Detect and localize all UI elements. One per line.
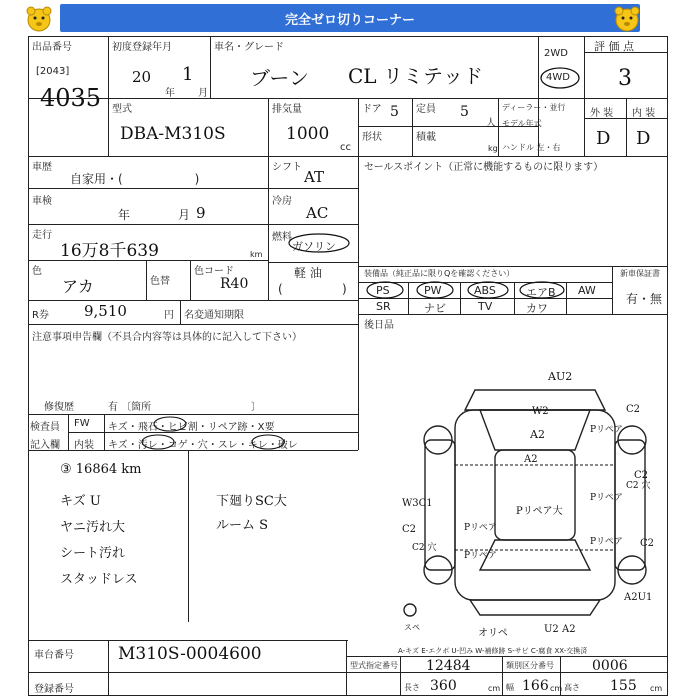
interior-value: D xyxy=(636,128,651,149)
equip-ps: PS xyxy=(376,284,390,297)
mark-c2-hole-l: C2 穴 xyxy=(412,543,437,553)
handnote-7: ルーム S xyxy=(216,518,269,533)
inspector-label-2: 記入欄 xyxy=(30,440,60,451)
lot-label: 出品番号 xyxy=(32,42,72,53)
registration-label: 登録番号 xyxy=(34,684,74,695)
mark-c2-r: C2 xyxy=(634,470,649,481)
capacity-unit: 人 xyxy=(486,118,496,129)
height-label: 高さ xyxy=(564,683,580,692)
displacement-unit: cc xyxy=(340,142,351,153)
name-change-label: 名変通知期限 xyxy=(184,310,244,321)
interior-label: 内 装 xyxy=(632,108,656,119)
header-title: 完全ゼロ切りコーナー xyxy=(284,12,415,28)
reg-month: 1 xyxy=(182,64,194,85)
dealer-label: ディーラー・並行 xyxy=(502,103,566,112)
car-label: 車名・グレード xyxy=(214,42,284,53)
handnote-4: シート汚れ xyxy=(60,546,126,561)
fuel-bracket-left: ( xyxy=(278,282,283,296)
inspection-year: 年 xyxy=(118,208,131,222)
height-value: 155 xyxy=(610,678,637,694)
model-value: DBA-M310S xyxy=(120,124,226,144)
capacity-label: 定員 xyxy=(416,104,436,115)
mark-prep-big: Pリペア大 xyxy=(516,506,563,517)
notes-label: 注意事項申告欄（不具合内容等は具体的に記入して下さい） xyxy=(32,332,302,343)
mark-spare: スペ xyxy=(404,623,420,632)
car-grade: CL リミテッド xyxy=(348,64,483,88)
doors-value: 5 xyxy=(390,104,399,120)
length-unit: cm xyxy=(488,684,501,693)
inspector-row2-head: 内装 xyxy=(74,440,94,451)
bear-logo-right-icon xyxy=(612,4,642,34)
type-designation-label: 型式指定番号 xyxy=(350,661,398,670)
handnote-1: ③ 16864 km xyxy=(60,462,142,477)
mileage-value: 16万8千639 xyxy=(60,241,159,261)
model-label: 型式 xyxy=(112,104,132,115)
mark-a2-top: A2 xyxy=(530,428,545,441)
after-label: 後日品 xyxy=(364,320,394,331)
equip-leather: カワ xyxy=(526,302,548,315)
reg-label: 初度登録年月 xyxy=(112,42,172,53)
drive-4wd: 4WD xyxy=(546,72,570,83)
handnote-2: キズ U xyxy=(60,494,101,509)
mark-prep-2: Pリペア xyxy=(590,493,623,503)
history-value: 自家用・( ) xyxy=(70,172,200,186)
color-value: アカ xyxy=(62,277,94,296)
width-value: 166 xyxy=(522,678,549,694)
recycle-label: R券 xyxy=(32,310,49,321)
shape-label: 形状 xyxy=(362,132,382,143)
mark-u2a2: U2 A2 xyxy=(544,624,576,635)
mark-c2-tr: C2 xyxy=(626,404,641,415)
fuel-diesel: 軽 油 xyxy=(294,266,322,280)
class-value: 0006 xyxy=(592,658,628,674)
displacement-label: 排気量 xyxy=(272,104,302,115)
shift-label: シフト xyxy=(272,162,302,173)
color-label: 色 xyxy=(32,266,42,277)
mark-prep-1: Pリペア xyxy=(590,425,623,435)
new-warranty-value: 有・無 xyxy=(626,292,663,306)
equip-aw: AW xyxy=(578,284,596,297)
score-label: 評 価 点 xyxy=(594,40,634,53)
color-code: R40 xyxy=(220,276,249,292)
equipment-label: 装備品（純正品に限りQを確認ください） xyxy=(364,269,515,278)
mileage-label: 走行 xyxy=(32,230,52,241)
shift-value: AT xyxy=(304,168,325,186)
color-code-label: 色コード xyxy=(194,266,234,277)
fuel-label: 燃料 xyxy=(272,232,292,243)
width-unit: cm xyxy=(550,684,563,693)
score-value: 3 xyxy=(618,66,632,91)
type-designation-value: 12484 xyxy=(426,658,471,674)
equip-airbag: エアB xyxy=(526,286,556,299)
car-name: ブーン xyxy=(250,66,309,90)
equip-navi: ナビ xyxy=(424,302,446,315)
inspector-row2: キズ・汚レ・コゲ・穴・スレ・キレ・破レ xyxy=(108,440,298,451)
mark-c2-l: C2 xyxy=(402,524,417,535)
drive-2wd: 2WD xyxy=(544,48,568,59)
capacity-value: 5 xyxy=(460,104,469,120)
aircon-value: AC xyxy=(306,204,329,222)
length-value: 360 xyxy=(430,678,457,694)
reg-year: 20 xyxy=(132,68,152,86)
mark-a2-mid: A2 xyxy=(524,454,538,465)
equip-pw: PW xyxy=(424,284,442,297)
damage-legend: A-キズ E-エクボ U-凹み W-補修跡 S-サビ C-腐食 XX-交換済 xyxy=(398,647,588,655)
doors-label: ドア xyxy=(362,104,382,115)
displacement-value: 1000 xyxy=(286,124,330,144)
mark-w2: W2 xyxy=(532,406,549,417)
handnote-6: 下廻りSC大 xyxy=(216,494,287,509)
length-label: 長さ xyxy=(404,683,420,692)
sales-point-label: セールスポイント（正常に機能するものに限ります） xyxy=(364,162,604,173)
inspector-label-1: 検査員 xyxy=(30,422,60,433)
mileage-unit: km xyxy=(250,250,263,259)
color-change-label: 色替 xyxy=(150,276,170,287)
history-label: 車歴 xyxy=(32,162,52,173)
equip-abs: ABS xyxy=(474,284,496,297)
mark-c2-br: C2 xyxy=(640,538,655,549)
repair-value: 有 〔箇所 〕 xyxy=(108,402,262,413)
handnote-5: スタッドレス xyxy=(60,572,138,587)
fuel-bracket-right: ) xyxy=(342,282,347,296)
handle-label: ハンドル 左・右 xyxy=(502,143,561,152)
class-label: 類別区分番号 xyxy=(506,661,554,670)
mark-a2u1: A2U1 xyxy=(624,592,653,603)
mark-prep-l2: Pリペア xyxy=(464,551,497,561)
inspection-day: 9 xyxy=(196,204,206,222)
recycle-unit: 円 xyxy=(164,310,174,321)
model-year-label: モデル年式 xyxy=(502,119,542,128)
aircon-label: 冷房 xyxy=(272,196,292,207)
equip-sr: SR xyxy=(376,300,391,313)
bear-logo-left-icon xyxy=(24,4,54,34)
handnote-3: ヤニ汚れ大 xyxy=(60,520,126,535)
mark-prep-l1: Pリペア xyxy=(464,523,497,533)
mark-au2: AU2 xyxy=(548,370,573,383)
new-warranty-label: 新車保証書 xyxy=(620,269,660,278)
inspector-circles xyxy=(100,414,360,450)
recycle-value: 9,510 xyxy=(84,302,127,320)
inspection-month: 月 xyxy=(178,208,191,222)
inspector-row1: キズ・飛石・ヒビ割・リペア跡・X要 xyxy=(108,422,275,433)
lot-number: 4035 xyxy=(40,84,102,112)
equip-tv: TV xyxy=(478,300,493,313)
exterior-label: 外 装 xyxy=(590,108,614,119)
repair-label: 修復歴 xyxy=(44,402,74,413)
load-unit: kg xyxy=(488,144,498,153)
fuel-gas: ガソリン xyxy=(292,240,336,253)
mark-prep-3: Pリペア xyxy=(590,537,623,547)
height-unit: cm xyxy=(650,684,663,693)
mark-oripe: オリペ xyxy=(478,628,508,639)
equip-circles xyxy=(358,280,578,300)
inspection-label: 車検 xyxy=(32,196,52,207)
mark-c2-hole-r: C2 穴 xyxy=(626,481,651,491)
lot-sub: [2043] xyxy=(36,66,70,77)
chassis-value: M310S-0004600 xyxy=(118,644,262,664)
header-banner xyxy=(60,4,640,32)
load-label: 積載 xyxy=(416,132,436,143)
inspector-row1-head: FW xyxy=(74,418,90,429)
exterior-value: D xyxy=(596,128,611,149)
mark-w3c1: W3C1 xyxy=(402,498,433,509)
reg-year-unit: 年 xyxy=(165,88,175,99)
chassis-label: 車台番号 xyxy=(34,650,74,661)
width-label: 幅 xyxy=(506,683,514,692)
fuel-circle xyxy=(284,232,354,254)
reg-month-unit: 月 xyxy=(198,88,208,99)
